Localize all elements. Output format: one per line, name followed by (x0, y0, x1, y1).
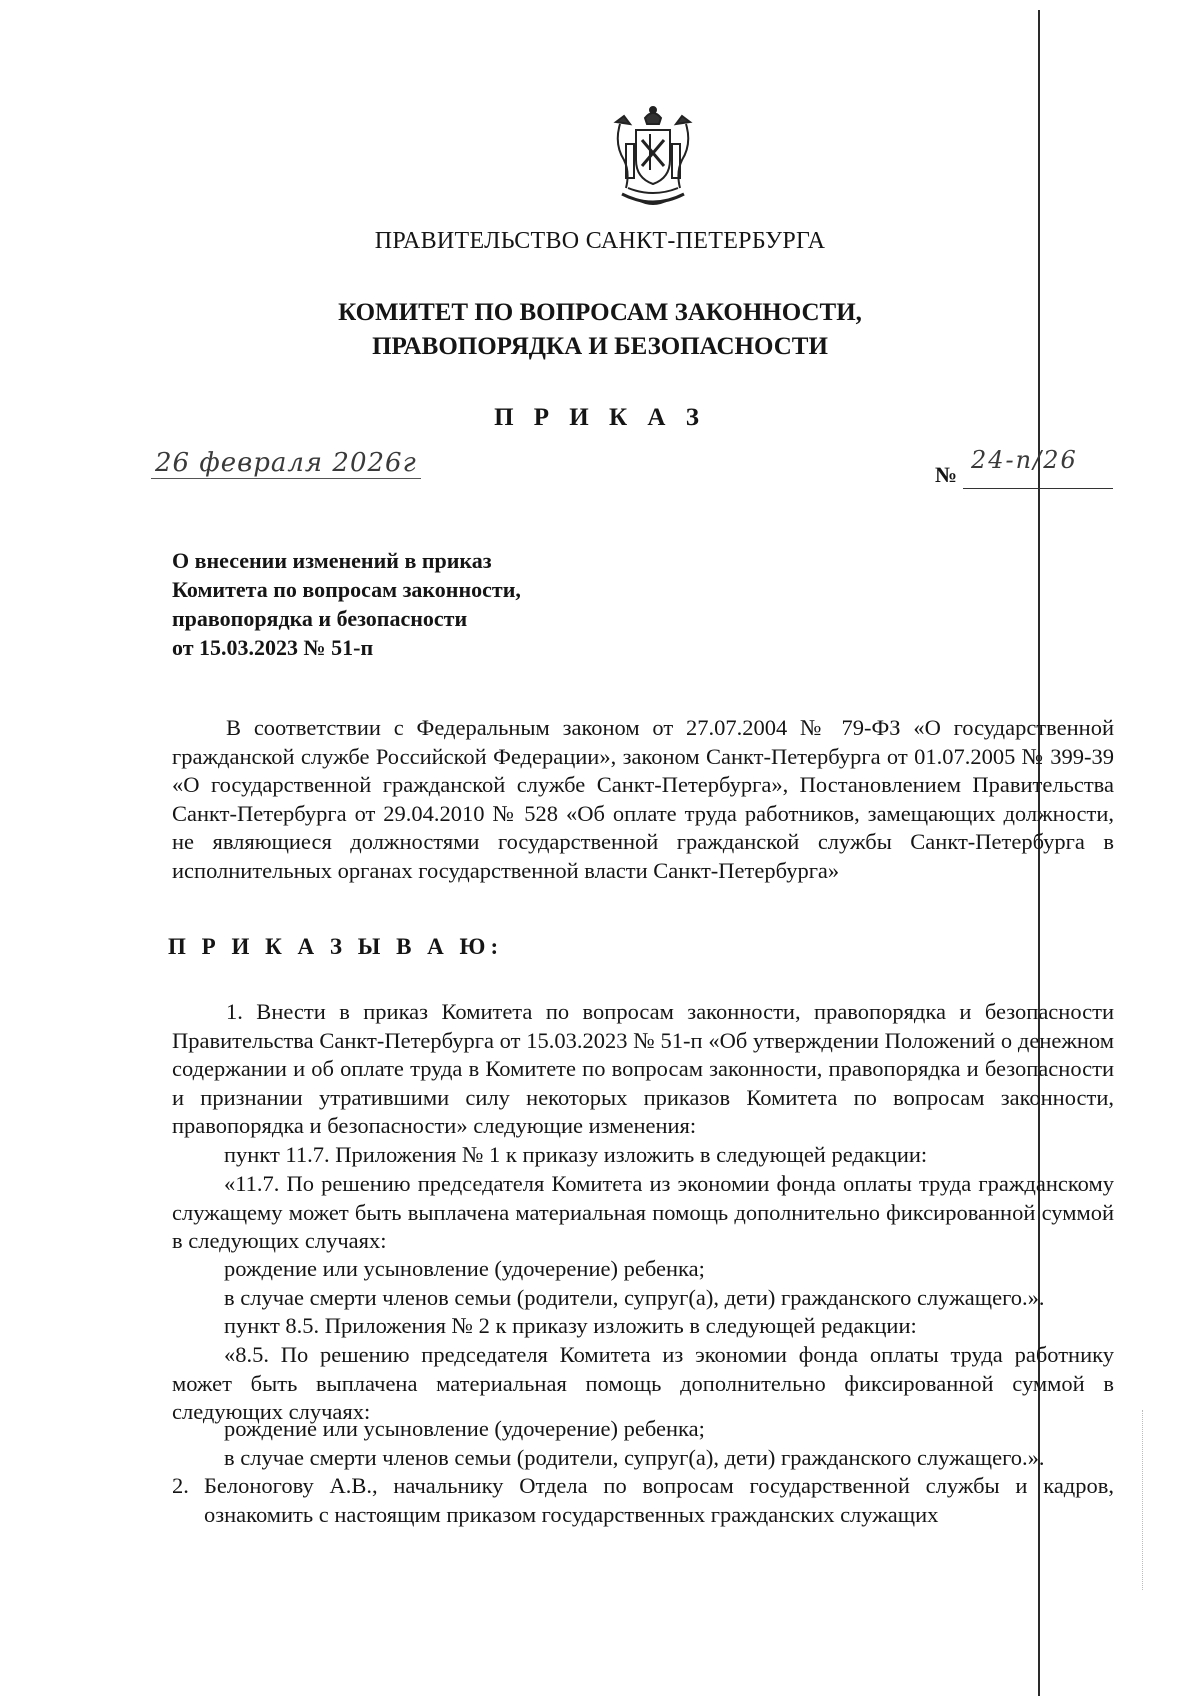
subject-line1: О внесении изменений в приказ (172, 548, 492, 573)
item1-a-case1: рождение или усыновление (удочерение) ребенка; (224, 1256, 705, 1281)
subject-line3: правопорядка и безопасности (172, 606, 468, 631)
item1-b-case1: рождение или усыновление (удочерение) ребенка; (224, 1416, 705, 1441)
order-number (935, 446, 1078, 488)
order-number-underline (963, 488, 1113, 489)
item2-number: 2. (172, 1473, 189, 1498)
handwritten-date: 26 февраля 2026г (155, 448, 417, 478)
item1-b-line: пункт 8.5. Приложения № 2 к приказу изложить в следующей редакции: (224, 1313, 917, 1338)
item1-b-case2: в случае смерти членов семьи (родители, супруг(а), дети) гражданского служащего.». (224, 1445, 1045, 1470)
committee-name (0, 296, 1200, 364)
item1-paragraph: 1. Внести в приказ Комитета по вопросам законности, правопорядка и безопасности Правительства Санкт-Петербурга от 15.03.2023 № 51-п «Об утверждении Положений о денежном содержании и об оплате труда в Комитете по вопросам законности, правопорядка и безопасности и признании утратившими силу некоторых приказов Комитета по вопросам законности, правопорядка и безопасности» следующие изменения: (172, 999, 1114, 1138)
item1-b-quote: «8.5. По решению председателя Комитета из экономии фонда оплаты труда работнику может быть выплачена материальная помощь дополнительно фиксированной суммой в следующих случаях: (172, 1342, 1114, 1424)
order-title: П Р И К А З (494, 404, 706, 431)
item2-paragraph (172, 1472, 1114, 1529)
item1-a-case2: в случае смерти членов семьи (родители, супруг(а), дети) гражданского служащего.». (224, 1285, 1045, 1310)
item1-a-line: пункт 11.7. Приложения № 1 к приказу изложить в следующей редакции: (224, 1142, 928, 1167)
committee-name-line2: ПРАВОПОРЯДКА И БЕЗОПАСНОСТИ (372, 333, 828, 360)
handwritten-order-number: 24-п/26 (971, 446, 1078, 474)
subject-line2: Комитета по вопросам законности, (172, 577, 521, 602)
subject-line4: от 15.03.2023 № 51-п (172, 635, 374, 660)
item1-a-quote: «11.7. По решению председателя Комитета из экономии фонда оплаты труда гражданскому служащему может быть выплачена материальная помощь дополнительно фиксированной суммой в следующих случаях: (172, 1171, 1114, 1253)
decree-heading: П Р И К А З Ы В А Ю: (168, 934, 504, 959)
order-number-prefix: № (935, 462, 958, 487)
saint-petersburg-coat-of-arms-icon (608, 104, 698, 212)
committee-name-line1: КОМИТЕТ ПО ВОПРОСАМ ЗАКОННОСТИ, (338, 299, 862, 326)
intro-paragraph: В соответствии с Федеральным законом от 27.07.2004 № 79-ФЗ «О государственной гражданской службе Российской Федерации», законом Санкт-Петербурга от 01.07.2005 № 399-39 «О государственной гражданской службе Санкт-Петербурга», Постановлением Правительства Санкт-Петербурга от 29.04.2010 № 528 «Об оплате труда работников, замещающих должности, не являющиеся должностями государственной гражданской службы Санкт-Петербурга в исполнительных органах государственной власти Санкт-Петербурга» (172, 715, 1114, 883)
order-subject (172, 546, 521, 662)
item2-text: Белоногову А.В., начальнику Отдела по вопросам государственной службы и кадров, ознакомить с настоящим приказом государственных гражданских служащих (204, 1473, 1114, 1527)
government-name: ПРАВИТЕЛЬСТВО САНКТ-ПЕТЕРБУРГА (374, 228, 826, 254)
